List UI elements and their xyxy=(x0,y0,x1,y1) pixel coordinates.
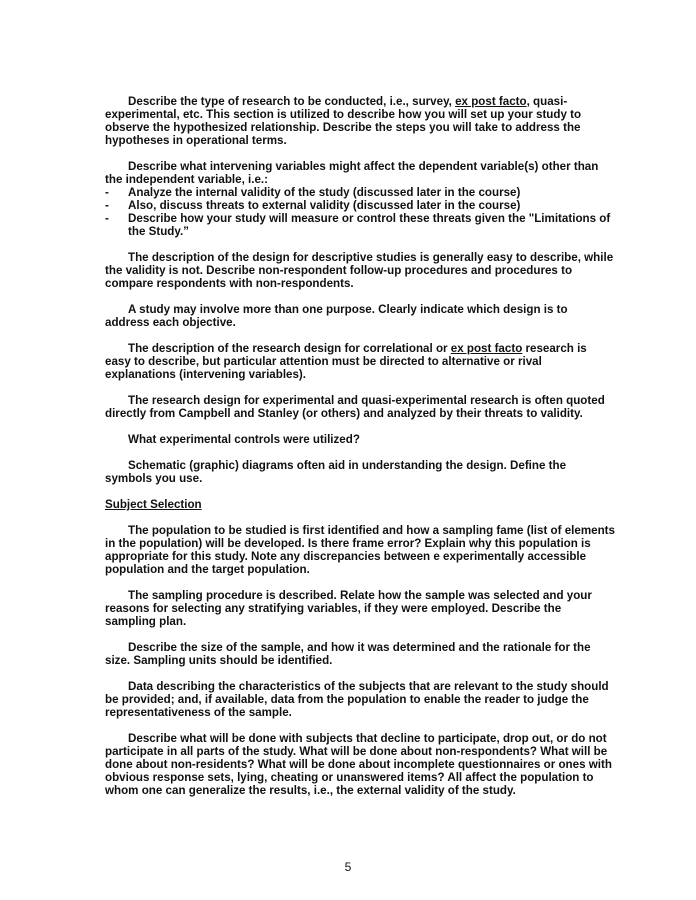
paragraph-controls: What experimental controls were utilized? xyxy=(128,433,360,446)
section-heading: Subject Selection xyxy=(105,498,202,511)
paragraph-intervening-variables: Describe what intervening variables might affect the dependent variable(s) other than the independent variable, i.e.: xyxy=(105,160,599,186)
list-item-text: Describe how your study will measure or control these threats given the "Limitations of the Study.” xyxy=(128,212,611,238)
paragraph-correlational xyxy=(105,342,615,381)
list-item xyxy=(105,199,615,212)
text: Describe the type of research to be conducted, i.e., survey, xyxy=(128,95,456,108)
bullet-dash: - xyxy=(105,186,109,199)
list-item-text: Also, discuss threats to external validity (discussed later in the course) xyxy=(128,199,521,212)
underlined-term: ex post facto xyxy=(455,95,527,108)
paragraph-sampling-procedure: The sampling procedure is described. Relate how the sample was selected and your reasons for selecting any stratifying variables, if they were employed. Describe the sampling plan. xyxy=(105,589,592,628)
paragraph-schematic: Schematic (graphic) diagrams often aid in understanding the design. Define the symbols you use. xyxy=(105,459,567,485)
paragraph-subject-characteristics: Data describing the characteristics of the subjects that are relevant to the study should be provided; and, if available, data from the population to enable the reader to judge the representativeness of the sample. xyxy=(105,680,609,719)
bullet-dash: - xyxy=(105,212,109,225)
bullet-list xyxy=(105,186,615,238)
paragraph-sample-size: Describe the size of the sample, and how it was determined and the rationale for the size. Sampling units should be identified. xyxy=(105,641,591,667)
bullet-dash: - xyxy=(105,199,109,212)
underlined-term: ex post facto xyxy=(450,342,523,355)
paragraph-experimental: The research design for experimental and quasi-experimental research is often quoted directly from Campbell and Stanley (or others) and analyzed by their threats to validity. xyxy=(105,394,605,420)
paragraph-multiple-purposes: A study may involve more than one purpose. Clearly indicate which design is to address each objective. xyxy=(105,303,568,329)
paragraph-descriptive-studies: The description of the design for descriptive studies is generally easy to describe, while the validity is not. Describe non-respondent follow-up procedures and procedures to compare respondents with non-respondents. xyxy=(105,251,614,290)
paragraph-non-respondents: Describe what will be done with subjects that decline to participate, drop out, or do not participate in all parts of the study. What will be done about non-respondents? What will be done about non-residents? What will be done about incomplete questionnaires or ones with obvious response sets, lying, cheating or unanswered items? All affect the population to whom one can generalize the results, i.e., the external validity of the study. xyxy=(105,732,612,797)
paragraph-population: The population to be studied is first identified and how a sampling fame (list of elements in the population) will be developed. Is there frame error? Explain why this population is appropriate for this study. Note any discrepancies between e experimentally accessible population and the target population. xyxy=(105,524,615,576)
page-number: 5 xyxy=(344,860,352,874)
document-page xyxy=(105,95,615,810)
list-item xyxy=(105,186,615,199)
text: , quasi-experimental, etc. This section is utilized to describe how you will set up your study to observe the hypothesized relationship. Describe the steps you will take to address the hypotheses in operational terms. xyxy=(105,95,582,147)
paragraph-research-type xyxy=(105,95,615,147)
text: research is easy to describe, but particular attention must be directed to alternative or rival explanations (intervening variables). xyxy=(105,342,587,381)
list-item xyxy=(105,212,615,238)
list-item-text: Analyze the internal validity of the study (discussed later in the course) xyxy=(128,186,521,199)
text: The description of the research design for correlational or xyxy=(128,342,451,355)
